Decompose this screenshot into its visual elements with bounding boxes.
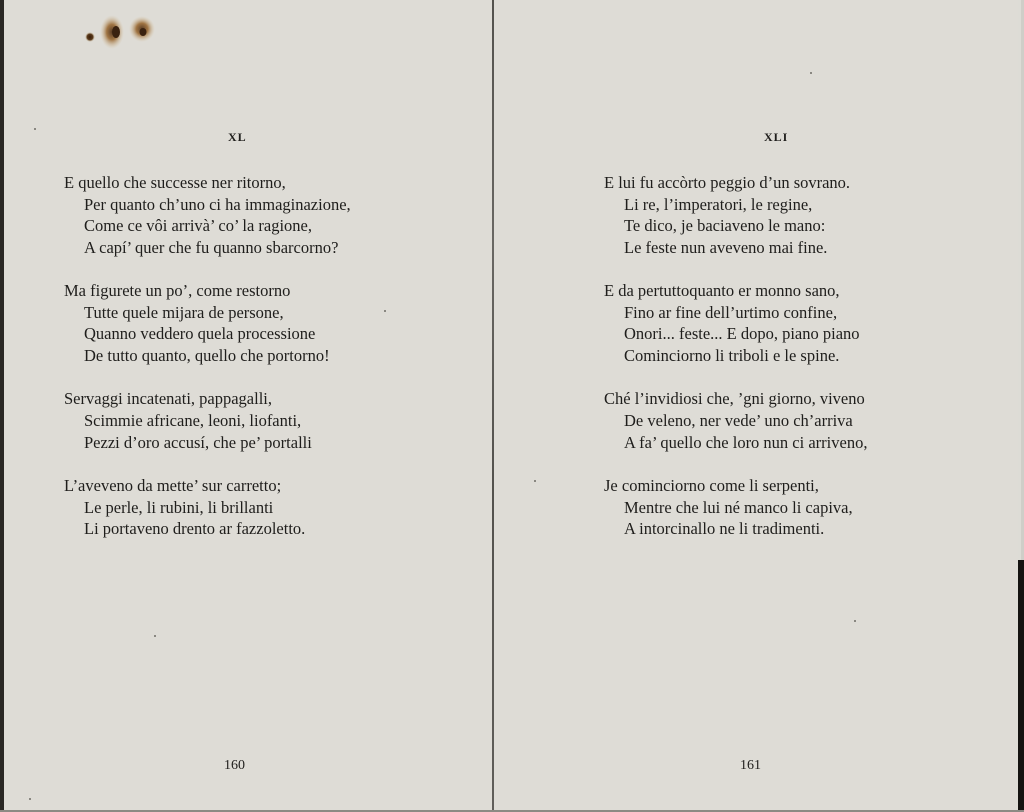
verse-line: A fa’ quello che loro nun ci arriveno, [624, 432, 868, 452]
paper-speck [154, 635, 156, 637]
verse-line: De veleno, ner vede’ uno ch’arriva [624, 410, 853, 430]
verse-line: A intorcinallo ne li tradimenti. [624, 519, 825, 539]
verse-line: Tutte quele mijara de persone, [84, 302, 284, 322]
stanza [604, 172, 867, 258]
verse-line: A capí’ quer che fu quanno sbarcorno? [84, 237, 339, 257]
paper-speck [384, 310, 386, 312]
stanza [604, 388, 867, 453]
stanza [64, 280, 351, 366]
paper-speck [810, 72, 812, 74]
verse-line: Cominciorno li triboli e le spine. [624, 345, 840, 365]
verse-line: Te dico, je baciaveno le mano: [624, 216, 826, 236]
stanza [64, 475, 351, 540]
verse-line: Li portaveno drento ar fazzoletto. [84, 519, 306, 539]
verse-line: Mentre che lui né manco li capiva, [624, 497, 853, 517]
right-page [494, 0, 1018, 812]
scan-edge-shadow [1018, 560, 1024, 812]
poem-number: XL [228, 130, 247, 144]
page-number: 161 [740, 758, 761, 773]
verse-line: E lui fu accòrto peggio d’un sovrano. [604, 173, 851, 192]
verse-line: Scimmie africane, leoni, liofanti, [84, 410, 302, 430]
verse-line: Pezzi d’oro accusí, che pe’ portalli [84, 432, 312, 452]
verse-line: Per quanto ch’uno ci ha immaginazione, [84, 194, 351, 214]
verse-line: Je cominciorno come li serpenti, [604, 475, 819, 495]
poem-number: XLI [764, 130, 789, 144]
verse-line: Onori... feste... E dopo, piano piano [624, 324, 860, 344]
paper-speck [854, 620, 856, 622]
stain-mark-icon [82, 10, 172, 55]
paper-speck [534, 480, 536, 482]
poem-body [64, 172, 351, 562]
verse-line: E quello che successe ner ritorno, [64, 173, 286, 192]
verse-line: E da pertuttoquanto er monno sano, [604, 281, 840, 301]
verse-line: Quanno veddero quela processione [84, 324, 316, 344]
verse-line: Le feste nun aveveno mai fine. [624, 237, 828, 257]
stanza [64, 388, 351, 453]
verse-line: L’aveveno da mette’ sur carretto; [64, 475, 282, 495]
stanza [64, 172, 351, 258]
verse-line: De tutto quanto, quello che portorno! [84, 345, 330, 365]
verse-line: Le perle, li rubini, li brillanti [84, 497, 274, 517]
page-number: 160 [224, 758, 245, 773]
stanza [604, 475, 867, 540]
stanza [604, 280, 867, 366]
verse-line: Servaggi incatenati, pappagalli, [64, 389, 273, 409]
paper-speck [29, 798, 31, 800]
paper-speck [34, 128, 36, 130]
verse-line: Ma figurete un po’, come restorno [64, 281, 291, 301]
verse-line: Come ce vôi arrivà’ co’ la ragione, [84, 216, 312, 236]
verse-line: Li re, l’imperatori, le regine, [624, 194, 813, 214]
poem-body [604, 172, 867, 562]
verse-line: Fino ar fine dell’urtimo confine, [624, 302, 838, 322]
left-page [0, 0, 492, 812]
verse-line: Ché l’invidiosi che, ’gni giorno, viveno [604, 389, 865, 409]
